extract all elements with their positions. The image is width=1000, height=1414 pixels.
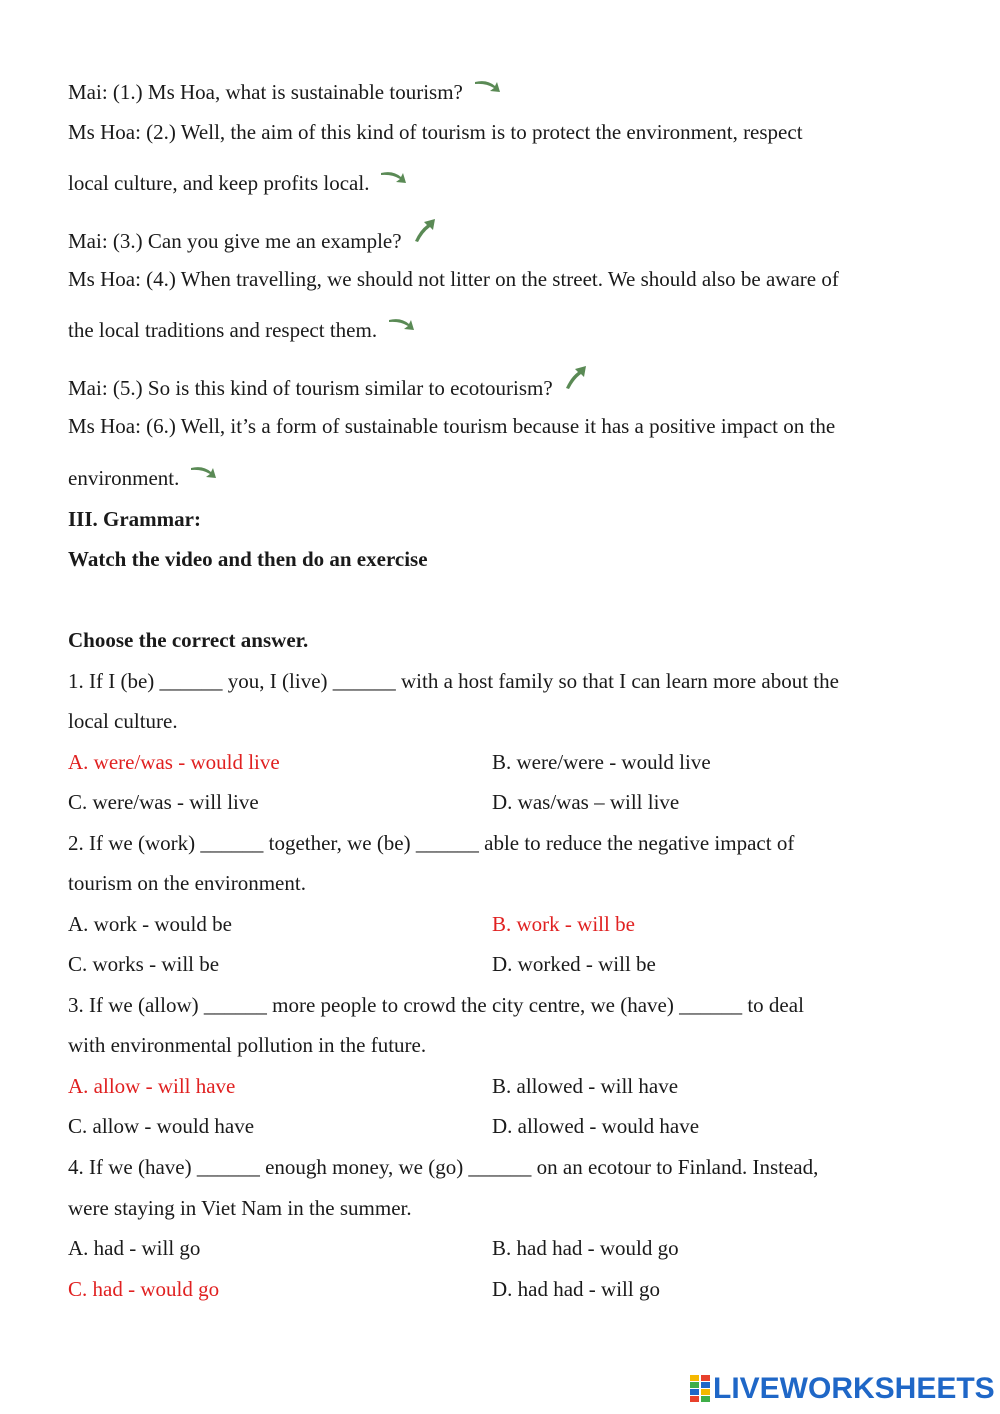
liveworksheets-logo-icon	[690, 1375, 710, 1403]
question-4-text: 4. If we (have) ______ enough money, we (go) ______ on an ecotour to Finland. Instead,	[68, 1155, 819, 1179]
logo-text: LIVEWORKSHEETS	[713, 1372, 995, 1405]
question-3-option-b[interactable]: B. allowed - will have	[492, 1074, 679, 1098]
question-2-text: 2. If we (work) ______ together, we (be) ______ able to reduce the negative impact of	[68, 831, 795, 855]
dialogue-text: Mai: (5.) So is this kind of tourism similar to ecotourism?	[68, 375, 553, 400]
dialogue-line-4	[68, 266, 839, 292]
dialogue-line-6-cont	[68, 465, 219, 493]
dialogue-text: Ms Hoa: (6.) Well, it’s a form of sustainable tourism because it has a positive impact on the	[68, 414, 836, 438]
question-2-text-cont: tourism on the environment.	[68, 871, 306, 895]
question-2-option-d[interactable]: D. worked - will be	[492, 952, 656, 976]
question-4-text-cont: were staying in Viet Nam in the summer.	[68, 1196, 412, 1220]
falling-intonation-arrow-icon	[387, 313, 417, 339]
question-1-option-d[interactable]: D. was/was – will live	[492, 790, 680, 814]
question-1-option-a[interactable]: A. were/was - would live	[68, 750, 280, 774]
dialogue-line-2-cont	[68, 170, 409, 198]
falling-intonation-arrow-icon	[379, 166, 409, 192]
question-1-option-b[interactable]: B. were/were - would live	[492, 750, 711, 774]
question-1-option-c[interactable]: C. were/was - will live	[68, 790, 259, 814]
liveworksheets-logo[interactable]	[690, 1371, 995, 1407]
dialogue-line-5	[68, 373, 589, 407]
question-1-text: 1. If I (be) ______ you, I (live) ______ with a host family so that I can learn more about the	[68, 669, 839, 693]
dialogue-line-4-cont	[68, 317, 417, 345]
question-1-text-cont: local culture.	[68, 709, 178, 733]
dialogue-text: Ms Hoa: (4.) When travelling, we should not litter on the street. We should also be aware of	[68, 267, 839, 291]
rising-intonation-arrow-icon	[563, 363, 589, 397]
question-3-option-a[interactable]: A. allow - will have	[68, 1074, 236, 1098]
dialogue-line-3	[68, 226, 438, 260]
rising-intonation-arrow-icon	[412, 216, 438, 250]
question-3-text-cont: with environmental pollution in the future.	[68, 1033, 427, 1057]
question-2-option-b[interactable]: B. work - will be	[492, 912, 635, 936]
question-2-option-a[interactable]: A. work - would be	[68, 912, 232, 936]
question-4-option-c[interactable]: C. had - would go	[68, 1277, 220, 1301]
falling-intonation-arrow-icon	[189, 461, 219, 487]
dialogue-text: local culture, and keep profits local.	[68, 171, 370, 195]
question-4-option-a[interactable]: A. had - will go	[68, 1236, 201, 1260]
grammar-heading: III. Grammar:	[68, 507, 201, 531]
dialogue-line-6	[68, 413, 835, 439]
dialogue-text: Ms Hoa: (2.) Well, the aim of this kind of tourism is to protect the environment, respect	[68, 120, 803, 144]
dialogue-text: Mai: (3.) Can you give me an example?	[68, 228, 402, 253]
question-2-option-c[interactable]: C. works - will be	[68, 952, 220, 976]
dialogue-text: the local traditions and respect them.	[68, 318, 378, 342]
task-instruction: Choose the correct answer.	[68, 628, 309, 652]
question-4-option-b[interactable]: B. had had - would go	[492, 1236, 679, 1260]
dialogue-text: environment.	[68, 466, 180, 490]
video-instruction: Watch the video and then do an exercise	[68, 547, 428, 571]
falling-intonation-arrow-icon	[473, 75, 503, 101]
dialogue-line-1	[68, 79, 503, 107]
question-3-option-c[interactable]: C. allow - would have	[68, 1114, 255, 1138]
question-3-text: 3. If we (allow) ______ more people to crowd the city centre, we (have) ______ to deal	[68, 993, 804, 1017]
question-4-option-d[interactable]: D. had had - will go	[492, 1277, 660, 1301]
dialogue-line-2	[68, 119, 803, 145]
dialogue-text: Mai: (1.) Ms Hoa, what is sustainable tourism?	[68, 80, 463, 104]
question-3-option-d[interactable]: D. allowed - would have	[492, 1114, 700, 1138]
